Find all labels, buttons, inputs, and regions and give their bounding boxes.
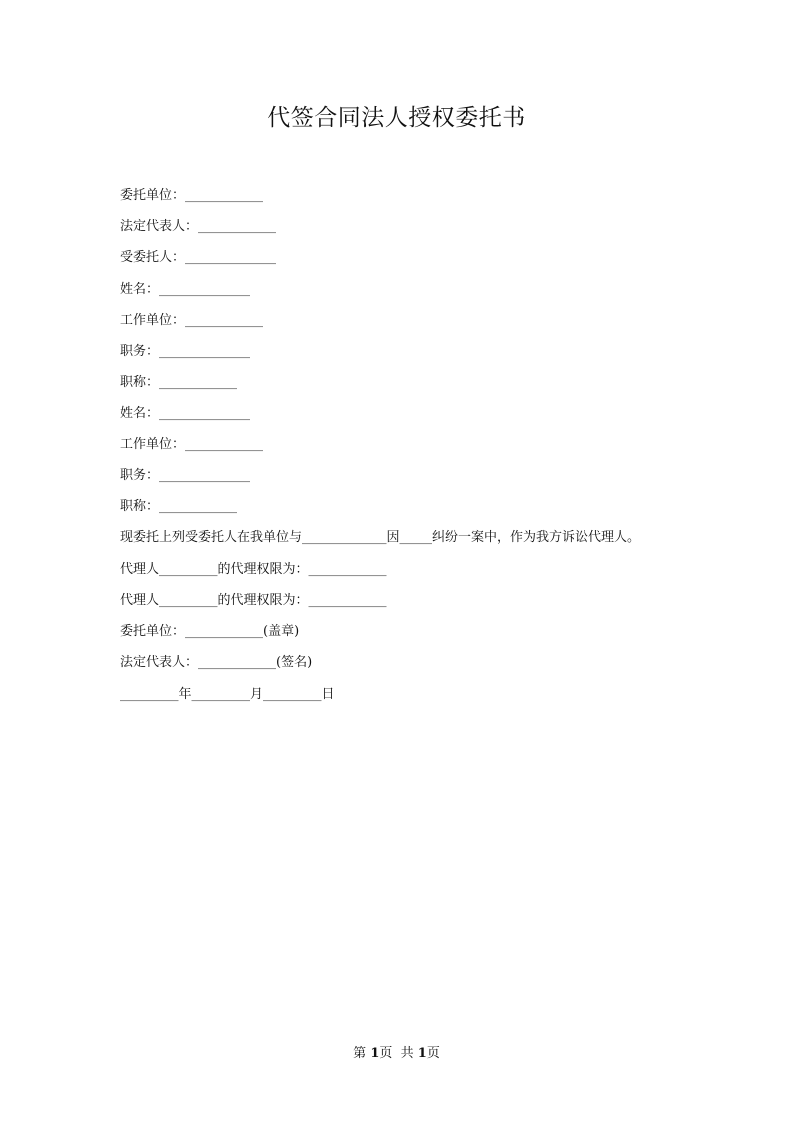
field-work-unit-1: 工作单位：____________: [120, 313, 264, 328]
field-legal-representative: 法定代表人：____________: [120, 219, 277, 234]
field-name-2: 姓名：______________: [120, 406, 251, 421]
field-position-1: 职务：______________: [120, 344, 251, 359]
footer-mid: 页 共: [379, 1046, 418, 1061]
field-title-1: 职称：____________: [120, 375, 238, 390]
footer-page-total: 1: [417, 1046, 427, 1061]
field-entrusted-person: 受委托人：______________: [120, 250, 277, 265]
field-position-2: 职务：______________: [120, 468, 251, 483]
date-line: _________年_________月_________日: [120, 687, 335, 702]
agent-authority-1: 代理人_________的代理权限为：____________: [120, 562, 387, 577]
field-work-unit-2: 工作单位：____________: [120, 437, 264, 452]
field-title-2: 职称：____________: [120, 499, 238, 514]
signature-legal-rep: 法定代表人：____________(签名): [120, 655, 313, 670]
field-entrusting-unit: 委托单位：____________: [120, 188, 264, 203]
agent-authority-2: 代理人_________的代理权限为：____________: [120, 593, 387, 608]
footer-prefix: 第: [353, 1046, 371, 1061]
footer-page-current: 1: [370, 1046, 380, 1061]
page-footer: [0, 1042, 793, 1061]
signature-unit-seal: 委托单位：____________(盖章): [120, 624, 300, 639]
document-title: 代签合同法人授权委托书: [267, 105, 526, 131]
entrustment-statement: 现委托上列受委托人在我单位与_____________因_____纠纷一案中，作为我方诉讼代理人。: [120, 530, 641, 545]
footer-suffix: 页: [426, 1046, 440, 1061]
field-name-1: 姓名：______________: [120, 282, 251, 297]
